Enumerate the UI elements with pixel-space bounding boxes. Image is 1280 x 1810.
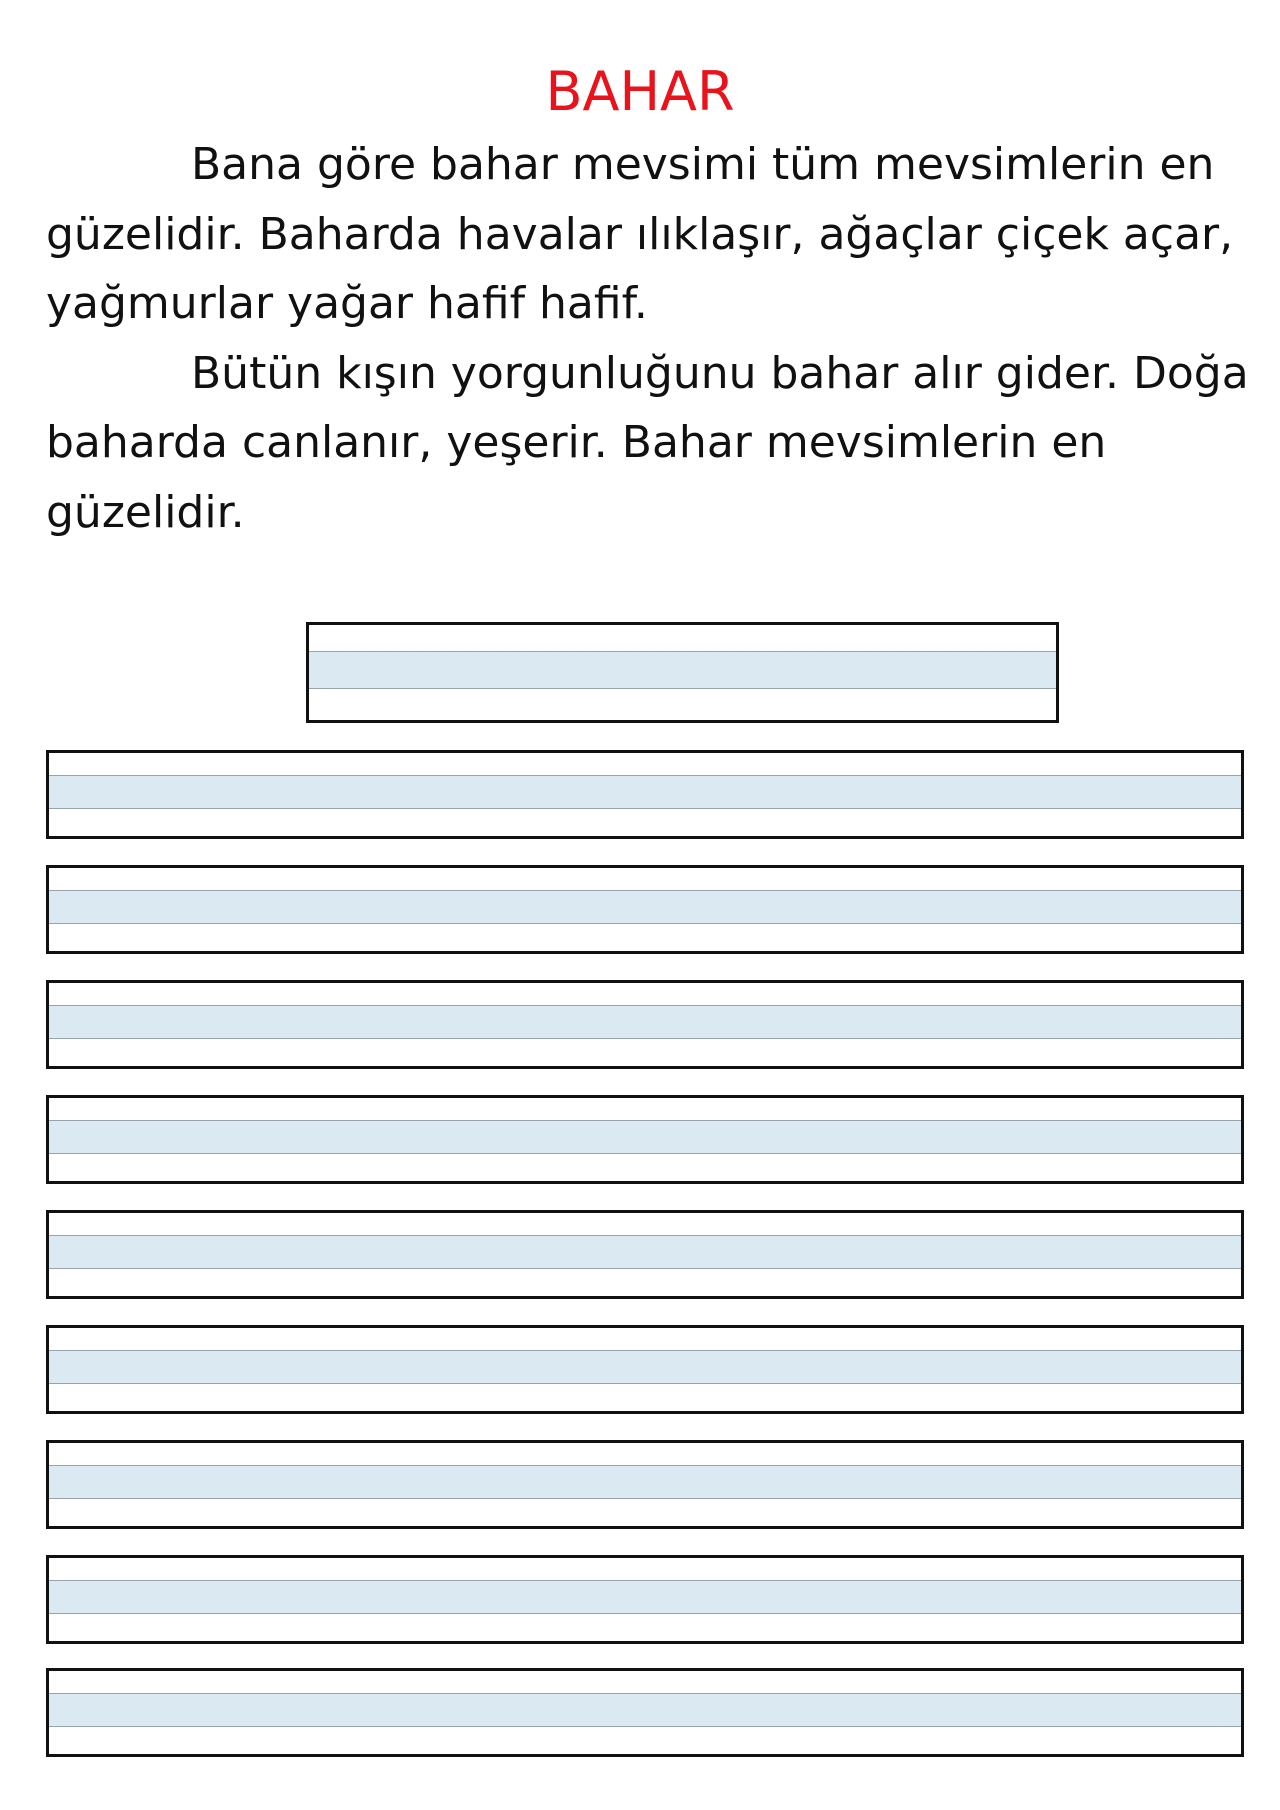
writing-guide-band <box>49 1120 1241 1154</box>
writing-line-8[interactable] <box>46 1555 1244 1644</box>
paragraph-2-line-3: güzelidir. <box>46 486 245 538</box>
writing-guide-band <box>49 775 1241 809</box>
writing-line-4[interactable] <box>46 1095 1244 1184</box>
worksheet-title: BAHAR <box>545 60 735 123</box>
writing-guide-band <box>49 1465 1241 1499</box>
writing-guide-band <box>49 1693 1241 1727</box>
writing-guide-band <box>49 1005 1241 1039</box>
paragraph-1-line-1: Bana göre bahar mevsimi tüm mevsimlerin en <box>191 139 1215 190</box>
story-text <box>46 130 1249 547</box>
paragraph-2 <box>46 339 1249 548</box>
writing-guide-band <box>49 890 1241 924</box>
writing-line-7[interactable] <box>46 1440 1244 1529</box>
paragraph-1-line-3: yağmurlar yağar hafif hafif. <box>46 278 648 329</box>
paragraph-2-line-2: baharda canlanır, yeşerir. Bahar mevsimlerin en <box>46 417 1107 468</box>
writing-line-2[interactable] <box>46 865 1244 954</box>
writing-line-1[interactable] <box>46 750 1244 839</box>
writing-guide-band <box>49 1350 1241 1384</box>
writing-guide-band <box>309 651 1056 689</box>
writing-line-9[interactable] <box>46 1668 1244 1757</box>
writing-line-5[interactable] <box>46 1210 1244 1299</box>
writing-guide-band <box>49 1580 1241 1614</box>
writing-line-3[interactable] <box>46 980 1244 1069</box>
paragraph-2-line-1: Bütün kışın yorgunluğunu bahar alır gider. Doğa <box>191 347 1249 399</box>
paragraph-1-line-2: güzelidir. Baharda havalar ılıklaşır, ağaçlar çiçek açar, <box>46 208 1234 260</box>
writing-line-6[interactable] <box>46 1325 1244 1414</box>
writing-guide-band <box>49 1235 1241 1269</box>
paragraph-1 <box>46 130 1246 339</box>
title-writing-line[interactable] <box>306 622 1059 723</box>
